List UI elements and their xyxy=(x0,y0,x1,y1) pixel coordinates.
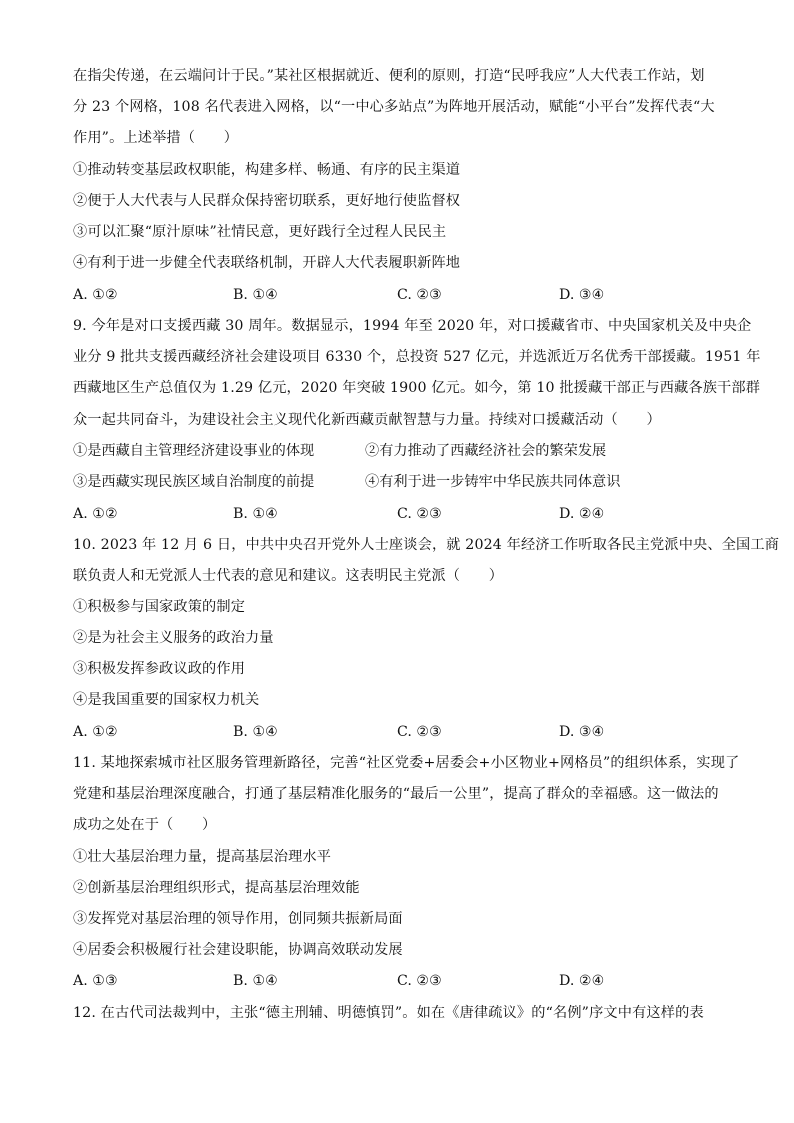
q10-option-3: ③积极发挥参政议政的作用 xyxy=(73,661,246,677)
q11-choice-c: C. ②③ xyxy=(397,973,442,989)
q10-stem-line-2: 联负责人和无党派人士代表的意见和建议。这表明民主党派（ ） xyxy=(73,568,504,584)
q9-choices xyxy=(73,504,723,524)
q11-option-1: ①壮大基层治理力量，提高基层治理水平 xyxy=(73,849,332,865)
q12-stem-line-1: 12. 在古代司法裁判中，主张“德主刑辅、明德慎罚”。如在《唐律疏议》的“名例”序文中有这样的表 xyxy=(73,1005,704,1021)
q11-option-4: ④居委会积极履行社会建设职能，协调高效联动发展 xyxy=(73,942,403,958)
q11-stem-line-1: 11. 某地探索城市社区服务管理新路径，完善“社区党委+居委会+小区物业+网格员”的组织体系，实现了 xyxy=(73,755,740,771)
q9-option-4: ④有利于进一步铸牢中华民族共同体意识 xyxy=(365,474,621,490)
q8-choice-a: A. ①② xyxy=(73,287,118,303)
q10-stem-line-1: 10. 2023 年 12 月 6 日，中共中央召开党外人士座谈会，就 2024 年经济工作听取各民主党派中央、全国工商 xyxy=(73,537,780,553)
q10-choices xyxy=(73,722,723,742)
q9-option-2: ②有力推动了西藏经济社会的繁荣发展 xyxy=(365,443,607,459)
q10-choice-d: D. ③④ xyxy=(559,724,605,740)
q9-stem-line-4: 众一起共同奋斗，为建设社会主义现代化新西藏贡献智慧与力量。持续对口援藏活动（ ） xyxy=(73,412,661,428)
q10-choice-c: C. ②③ xyxy=(397,724,442,740)
q8-choice-b: B. ①④ xyxy=(233,287,278,303)
q8-option-2: ②便于人大代表与人民群众保持密切联系，更好地行使监督权 xyxy=(73,193,461,209)
q10-option-4: ④是我国重要的国家权力机关 xyxy=(73,692,260,708)
q9-choice-a: A. ①② xyxy=(73,506,118,522)
q9-option-1: ①是西藏自主管理经济建设事业的体现 xyxy=(73,443,315,459)
q11-choice-d: D. ②④ xyxy=(559,973,605,989)
q8-choices xyxy=(73,285,723,305)
q11-choices xyxy=(73,971,723,991)
q11-choice-b: B. ①④ xyxy=(233,973,278,989)
q8-choice-c: C. ②③ xyxy=(397,287,442,303)
q9-stem-line-2: 业分 9 批共支援西藏经济社会建设项目 6330 个，总投资 527 亿元，并选派近万名优秀干部援藏。1951 年 xyxy=(73,349,761,365)
q11-choice-a: A. ①③ xyxy=(73,973,118,989)
q10-option-2: ②是为社会主义服务的政治力量 xyxy=(73,630,274,646)
q9-options-row-1 xyxy=(73,441,723,461)
q8-choice-d: D. ③④ xyxy=(559,287,605,303)
q8-stem-line-1: 在指尖传递，在云端问计于民。”某社区根据就近、便利的原则，打造“民呼我应”人大代表工作站，划 xyxy=(73,68,705,84)
q9-choice-d: D. ②④ xyxy=(559,506,605,522)
q8-stem-line-2: 分 23 个网格，108 名代表进入网格，以“一中心多站点”为阵地开展活动，赋能“小平台”发挥代表“大 xyxy=(73,99,715,115)
q8-option-4: ④有利于进一步健全代表联络机制，开辟人大代表履职新阵地 xyxy=(73,255,461,271)
q9-option-3: ③是西藏实现民族区域自治制度的前提 xyxy=(73,474,315,490)
q10-choice-a: A. ①② xyxy=(73,724,118,740)
q9-choice-b: B. ①④ xyxy=(233,506,278,522)
q8-option-3: ③可以汇聚“原汁原味”社情民意，更好践行全过程人民民主 xyxy=(73,224,447,240)
q11-option-3: ③发挥党对基层治理的领导作用，创同频共振新局面 xyxy=(73,911,403,927)
q11-stem-line-3: 成功之处在于（ ） xyxy=(73,817,217,833)
q9-stem-line-1: 9. 今年是对口支援西藏 30 周年。数据显示，1994 年至 2020 年，对口援藏省市、中央国家机关及中央企 xyxy=(73,318,752,334)
q10-choice-b: B. ①④ xyxy=(233,724,278,740)
q8-option-1: ①推动转变基层政权职能，构建多样、畅通、有序的民主渠道 xyxy=(73,162,461,178)
q9-options-row-2 xyxy=(73,472,723,492)
q9-choice-c: C. ②③ xyxy=(397,506,442,522)
q8-stem-line-3: 作用”。上述举措（ ） xyxy=(73,130,239,146)
q10-option-1: ①积极参与国家政策的制定 xyxy=(73,599,246,615)
q9-stem-line-3: 西藏地区生产总值仅为 1.29 亿元，2020 年突破 1900 亿元。如今，第 10 批援藏干部正与西藏各族干部群 xyxy=(73,380,761,396)
q11-stem-line-2: 党建和基层治理深度融合，打通了基层精准化服务的“最后一公里”，提高了群众的幸福感。这一做法的 xyxy=(73,786,719,802)
q11-option-2: ②创新基层治理组织形式，提高基层治理效能 xyxy=(73,880,360,896)
